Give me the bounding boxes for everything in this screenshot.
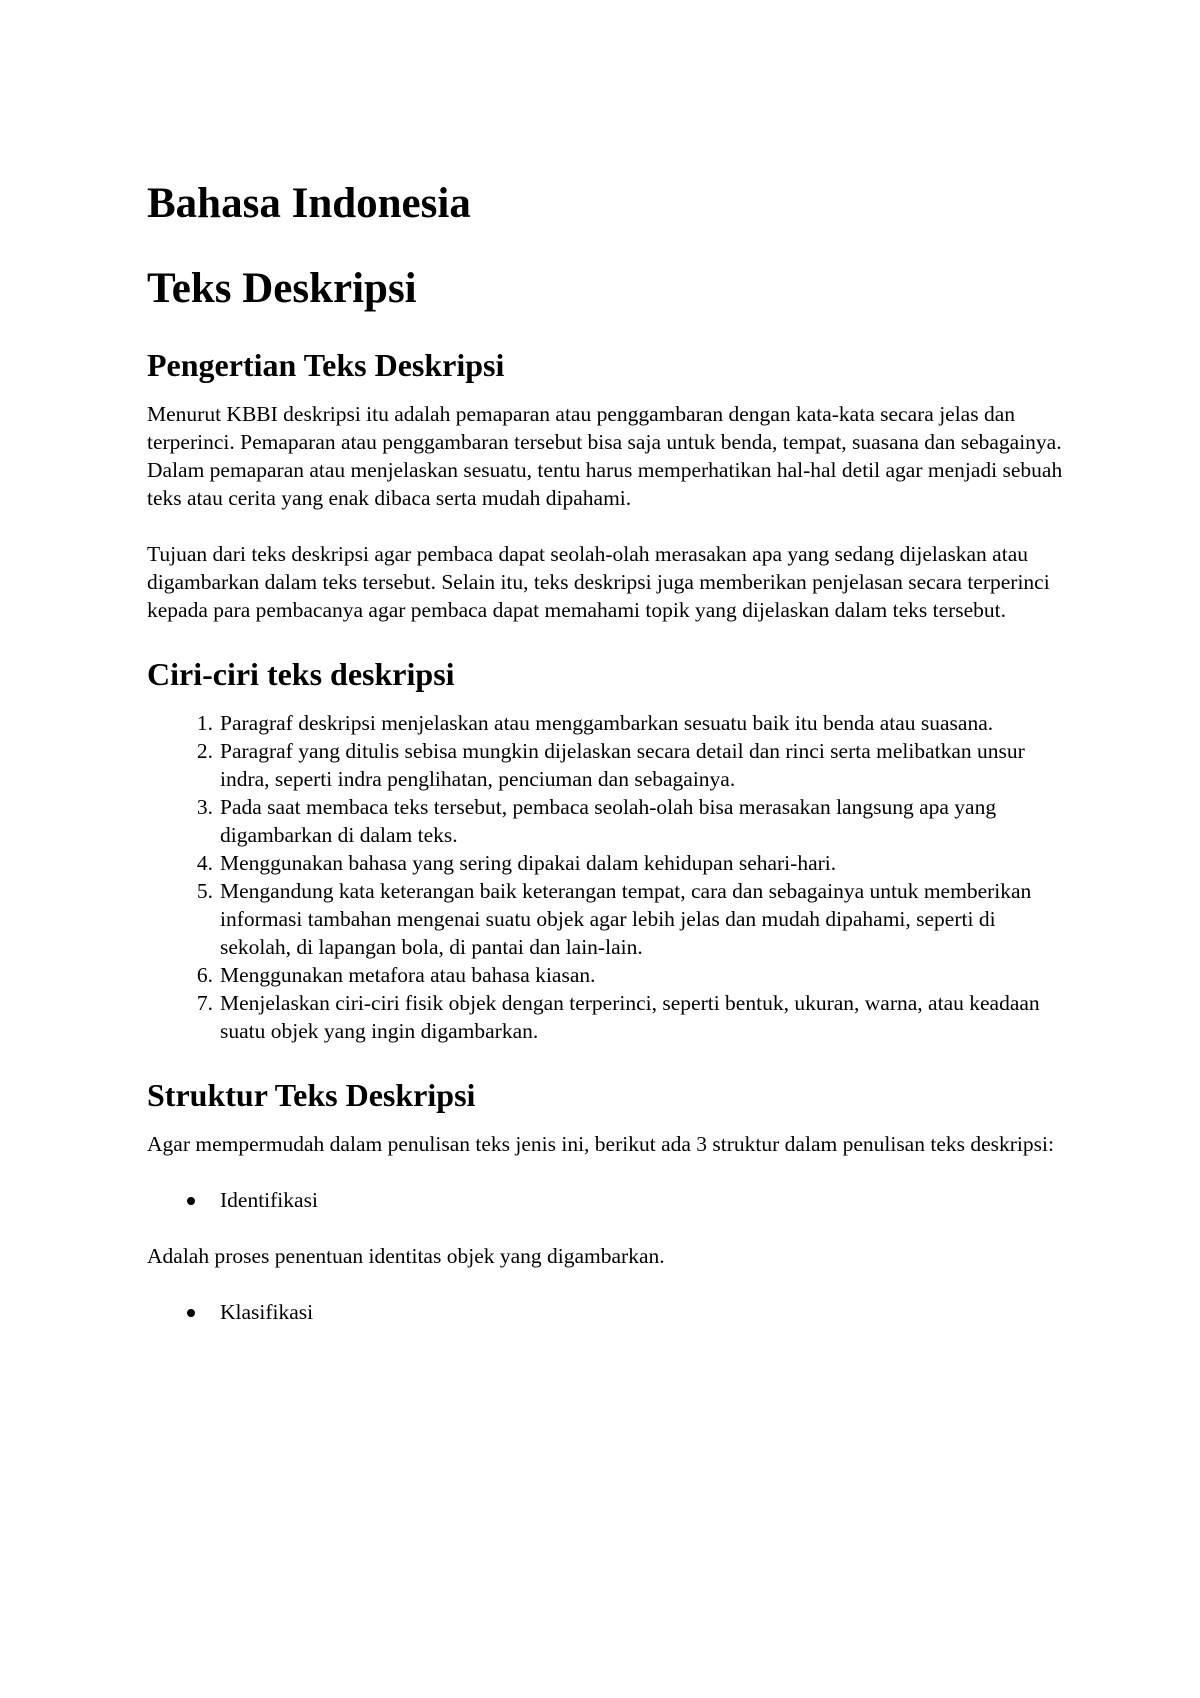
section-heading-pengertian: Pengertian Teks Deskripsi — [147, 347, 505, 383]
list-item — [196, 709, 1067, 737]
list-item — [196, 989, 1067, 1045]
list-item-number: 3. — [196, 795, 213, 819]
list-item-text: Menggunakan bahasa yang sering dipakai dalam kehidupan sehari-hari. — [220, 851, 837, 875]
list-item — [196, 737, 1067, 793]
section-heading-struktur: Struktur Teks Deskripsi — [147, 1077, 476, 1113]
list-item-text: Identifikasi — [220, 1188, 318, 1212]
list-item — [196, 793, 1067, 849]
list-item-number: 6. — [196, 963, 213, 987]
document-content — [147, 178, 1067, 1326]
paragraph-identifikasi-desc: Adalah proses penentuan identitas objek yang digambarkan. — [147, 1244, 665, 1268]
paragraph-struktur-intro: Agar mempermudah dalam penulisan teks jenis ini, berikut ada 3 struktur dalam penulisan teks deskripsi: — [147, 1132, 1054, 1156]
list-item-text: Menggunakan metafora atau bahasa kiasan. — [220, 963, 596, 987]
list-item-number: 5. — [196, 879, 213, 903]
ciri-ordered-list — [147, 709, 1067, 1045]
document-title: Bahasa Indonesia — [147, 180, 471, 227]
list-item — [196, 849, 1067, 877]
list-item — [220, 1298, 1067, 1326]
section-heading-ciri: Ciri-ciri teks deskripsi — [147, 656, 455, 692]
list-item-text: Menjelaskan ciri-ciri fisik objek dengan terperinci, seperti bentuk, ukuran, warna, atau keadaan suatu objek yang ingin digambarkan. — [220, 991, 1040, 1043]
struktur-bullet-list-1 — [147, 1186, 1067, 1214]
list-item-number: 2. — [196, 739, 213, 763]
list-item-text: Paragraf yang ditulis sebisa mungkin dijelaskan secara detail dan rinci serta melibatkan unsur indra, seperti indra penglihatan, penciuman dan sebagainya. — [220, 739, 1025, 791]
list-item — [196, 877, 1067, 961]
bullet-icon — [187, 1197, 195, 1205]
list-item-text: Mengandung kata keterangan baik keterangan tempat, cara dan sebagainya untuk memberikan informasi tambahan mengenai suatu objek agar lebih jelas dan mudah dipahami, seperti di sekolah, di lapangan bola, di pantai dan lain-lain. — [220, 879, 1032, 959]
paragraph-pengertian-1: Menurut KBBI deskripsi itu adalah pemaparan atau penggambaran dengan kata-kata secara jelas dan terperinci. Pemaparan atau penggambaran tersebut bisa saja untuk benda, tempat, suasana dan sebagainya. Dalam pemaparan atau menjelaskan sesuatu, tentu harus memperhatikan hal-hal detil agar menjadi sebuah teks atau cerita yang enak dibaca serta mudah dipahami. — [147, 402, 1063, 510]
bullet-icon — [187, 1309, 195, 1317]
list-item-text: Paragraf deskripsi menjelaskan atau menggambarkan sesuatu baik itu benda atau suasana. — [220, 711, 994, 735]
list-item-text: Klasifikasi — [220, 1300, 314, 1324]
list-item — [196, 961, 1067, 989]
list-item-number: 4. — [196, 851, 213, 875]
list-item-number: 7. — [196, 991, 213, 1015]
struktur-bullet-list-2 — [147, 1298, 1067, 1326]
list-item-number: 1. — [196, 711, 213, 735]
list-item — [220, 1186, 1067, 1214]
paragraph-pengertian-2: Tujuan dari teks deskripsi agar pembaca dapat seolah-olah merasakan apa yang sedang dijelaskan atau digambarkan dalam teks tersebut. Selain itu, teks deskripsi juga memberikan penjelasan secara terperinci kepada para pembacanya agar pembaca dapat memahami topik yang dijelaskan dalam teks tersebut. — [147, 542, 1050, 622]
list-item-text: Pada saat membaca teks tersebut, pembaca seolah-olah bisa merasakan langsung apa yang digambarkan di dalam teks. — [220, 795, 997, 847]
document-subtitle: Teks Deskripsi — [147, 265, 417, 312]
